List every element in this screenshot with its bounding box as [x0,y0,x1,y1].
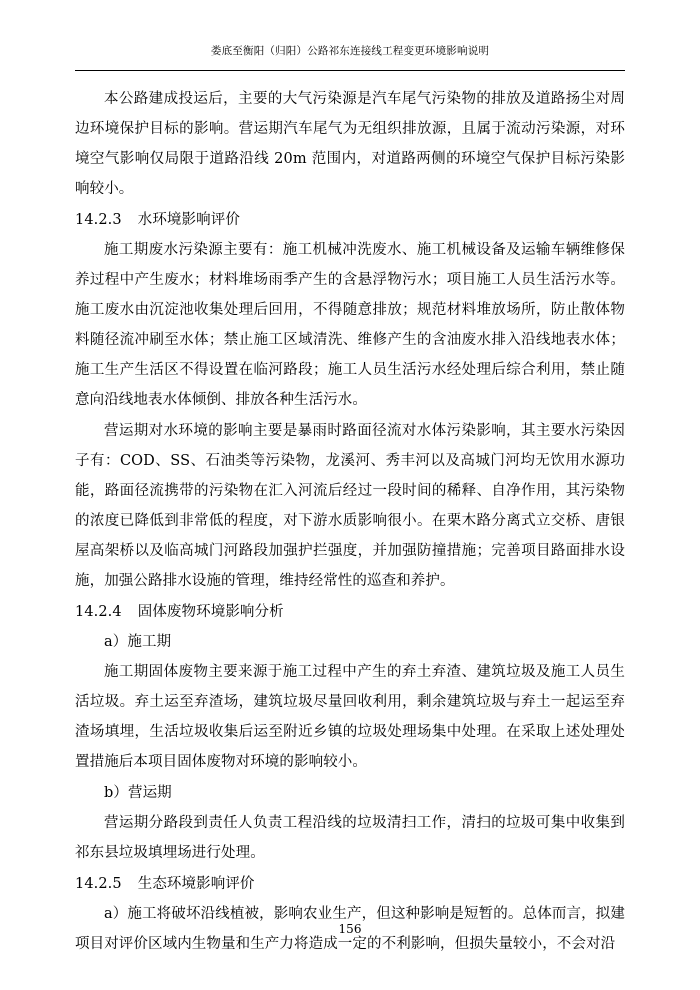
heading-14-2-4-number: 14.2.4 [75,604,122,620]
heading-14-2-5-number: 14.2.5 [75,876,122,892]
heading-14-2-3-title: 水环境影响评价 [137,212,240,228]
running-title: 娄底至衡阳（归阳）公路祁东连接线工程变更环境影响说明 [210,45,490,57]
subheading-operation-period: b）营运期 [104,785,172,801]
paragraph-water-construction: 施工期废水污染源主要有：施工机械冲洗废水、施工机械设备及运输车辆维修保养过程中产生废水；材料堆场雨季产生的含悬浮物污水；项目施工人员生活污水等。施工废水由沉淀池收集处理后回用，不得随意排放；规范材料堆放场所，防止散体物料随径流冲刷至水体；禁止施工区域清洗、维修产生的含油废水排入沿线地表水体；施工生产生活区不得设置在临河路段；施工人员生活污水经处理后综合利用，禁止随意向沿线地表水体倾倒、排放各种生活污水。 [75,242,625,408]
paragraph-solid-waste-construction: 施工期固体废物主要来源于施工过程中产生的弃土弃渣、建筑垃圾及施工人员生活垃圾。弃土运至弃渣场，建筑垃圾尽量回收利用，剩余建筑垃圾与弃土一起运至弃渣场填埋，生活垃圾收集后运至附近乡镇的垃圾处理场集中处理。在采取上述处理处置措施后本项目固体废物对环境的影响较小。 [75,664,625,770]
page-footer [0,922,700,936]
page-content [75,84,625,960]
paragraph-solid-waste-operation: 营运期分路段到责任人负责工程沿线的垃圾清扫工作，清扫的垃圾可集中收集到祁东县垃圾填埋场进行处理。 [75,815,625,861]
heading-14-2-5 [75,869,625,899]
page-header [0,44,700,59]
paragraph-water-operation: 营运期对水环境的影响主要是暴雨时路面径流对水体污染影响，其主要水污染因子有：COD、SS、石油类等污染物，龙溪河、秀丰河以及高城门河均无饮用水源功能，路面径流携带的污染物在汇入河流后经过一段时间的稀释、自净作用，其污染物的浓度已降低到非常低的程度，对下游水质影响很小。在栗木路分离式立交桥、唐银屋高架桥以及临高城门河路段加强护拦强度，并加强防撞措施；完善项目路面排水设施，加强公路排水设施的管理，维持经常性的巡查和养护。 [75,423,625,589]
heading-14-2-3-number: 14.2.3 [75,212,122,228]
heading-14-2-3 [75,205,625,235]
heading-14-2-4-title: 固体废物环境影响分析 [137,604,284,620]
page-number: 156 [338,922,362,936]
paragraph-ecology-a: a）施工将破坏沿线植被，影响农业生产，但这种影响是短暂的。总体而言，拟建项目对评价区域内生物量和生产力将造成一定的不利影响，但损失量较小，不会对沿 [75,906,625,952]
heading-14-2-4 [75,597,625,627]
header-divider [75,70,625,71]
heading-14-2-5-title: 生态环境影响评价 [137,876,255,892]
paragraph-air-impact: 本公路建成投运后，主要的大气污染源是汽车尾气污染物的排放及道路扬尘对周边环境保护目标的影响。营运期汽车尾气为无组织排放源，且属于流动污染源，对环境空气影响仅局限于道路沿线 20m 范围内，对道路两侧的环境空气保护目标污染影响较小。 [75,91,625,197]
subheading-construction-period: a）施工期 [104,634,172,650]
